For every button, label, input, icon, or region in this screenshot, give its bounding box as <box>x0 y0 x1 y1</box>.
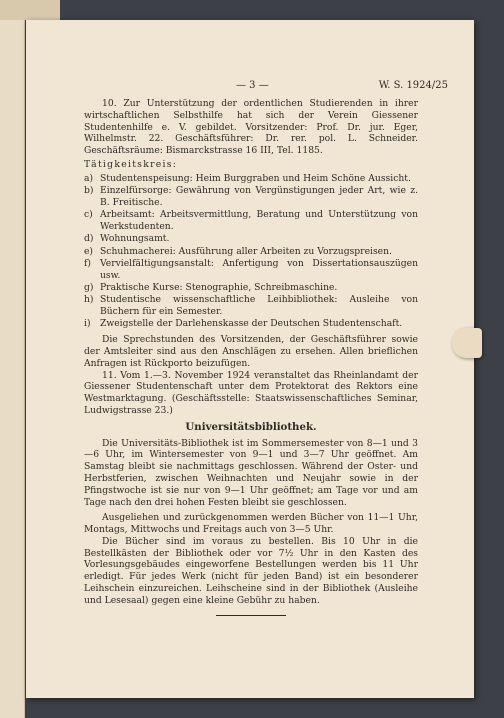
list-item <box>84 294 418 318</box>
list-item <box>84 258 418 282</box>
list-item <box>84 246 418 258</box>
list-item-text: Studentische wissenschaftliche Leihbibliothek: Ausleihe von Büchern für ein Semester. <box>100 294 418 318</box>
list-marker: h) <box>84 294 94 306</box>
list-item-text: Zweigstelle der Darlehenskasse der Deutschen Studentenschaft. <box>100 318 403 330</box>
list-item <box>84 185 418 209</box>
adjacent-page-strip <box>0 0 60 20</box>
adjacent-page-edge <box>0 0 25 718</box>
page-header <box>26 80 474 96</box>
page-number: — 3 — <box>236 80 269 91</box>
list-item-text: Einzelfürsorge: Gewährung von Vergünstigungen jeder Art, wie z. B. Freitische. <box>100 185 418 208</box>
list-marker: f) <box>84 257 91 269</box>
list-item-text: Schuhmacherei: Ausführung aller Arbeiten zu Vorzugspreisen. <box>100 245 392 257</box>
page-content <box>84 98 418 616</box>
section-10-intro: 10. Zur Unterstützung der ordentlichen Studierenden in ihrer wirtschaftlichen Selbsthilfe hat sich der Verein Giessener Studentenhilfe e. V. gebildet. Vorsitzender: Prof. Dr. jur. Eger, Wilhelmstr. 22. Geschäftsführer: Dr. rer. pol. L. Schneider. Geschäftsräume: Bismarckstrasse 16 III, Tel. 1185. <box>84 98 418 157</box>
list-item <box>84 233 418 245</box>
circle-heading: Tätigkeitskreis: <box>84 158 178 170</box>
list-item-text: Praktische Kurse: Stenographie, Schreibmaschine. <box>100 281 338 293</box>
section-11-paragraph: 11. Vom 1.—3. November 1924 veranstaltet das Rheinlandamt der Giessener Studentenschaft unter dem Protektorat des Rektors eine Westmarktagung. (Geschäftsstelle: Staatswissenschaftliches Seminar, Ludwigstrasse 23.) <box>84 369 418 416</box>
list-marker: c) <box>84 209 93 221</box>
list-item <box>84 318 418 330</box>
list-item-text: Studentenspeisung: Heim Burggraben und Heim Schöne Aussicht. <box>100 172 411 184</box>
library-section-title: Universitätsbibliothek. <box>185 420 317 433</box>
list-item-text: Arbeitsamt: Arbeitsvermittlung, Beratung und Unterstützung von Werkstudenten. <box>100 209 418 232</box>
list-marker: b) <box>84 185 94 197</box>
list-item <box>84 173 418 185</box>
library-hours-paragraph: Die Universitäts-Bibliothek ist im Sommersemester von 8—1 und 3—6 Uhr, im Wintersemester von 9—1 und 3—7 Uhr geöffnet. Am Samstag bleibt sie nachmittags geschlossen. Während der Oster- und Herbstferien, zwischen Weihnachten und Neujahr sowie in der Pfingstwoche ist sie nur von 9—1 Uhr geöffnet; am Tage vor und am Tage nach den drei hohen Festen bleibt sie geschlossen. <box>84 437 418 508</box>
list-marker: a) <box>84 172 94 184</box>
activities-list <box>84 173 418 330</box>
list-marker: g) <box>84 281 94 293</box>
library-ordering-paragraph: Die Bücher sind im voraus zu bestellen. Bis 10 Uhr in die Bestellkästen der Bibliothek oder vor 7½ Uhr in den Kasten des Vorlesungsgebäudes eingeworfene Bestellungen werden bis 11 Uhr erledigt. Für jedes Werk (nicht für jeden Band) ist ein besonderer Leihschein einzureichen. Leihscheine sind in der Bibliothek (Ausleihe und Lesesaal) gegen eine kleine Gebühr zu haben. <box>84 535 418 606</box>
list-marker: d) <box>84 233 94 245</box>
closing-rule <box>216 615 286 616</box>
document-page <box>26 20 474 698</box>
list-item-text: Wohnungsamt. <box>100 233 170 245</box>
list-item-text: Vervielfältigungsanstalt: Anfertigung von Dissertationsauszügen usw. <box>100 257 418 281</box>
list-item <box>84 209 418 233</box>
list-marker: e) <box>84 245 94 257</box>
page-tab <box>452 328 482 358</box>
office-hours-paragraph: Die Sprechstunden des Vorsitzenden, der Geschäftsführer sowie der Amtsleiter sind aus den Anschlägen zu ersehen. Allen brieflichen Anfragen ist Rückporto beizufügen. <box>84 334 418 369</box>
list-item <box>84 282 418 294</box>
library-lending-paragraph: Ausgeliehen und zurückgenommen werden Bücher von 11—1 Uhr, Montags, Mittwochs und Freitags auch von 3—5 Uhr. <box>84 512 418 536</box>
semester-label: W. S. 1924/25 <box>378 80 448 91</box>
list-marker: i) <box>84 318 91 330</box>
